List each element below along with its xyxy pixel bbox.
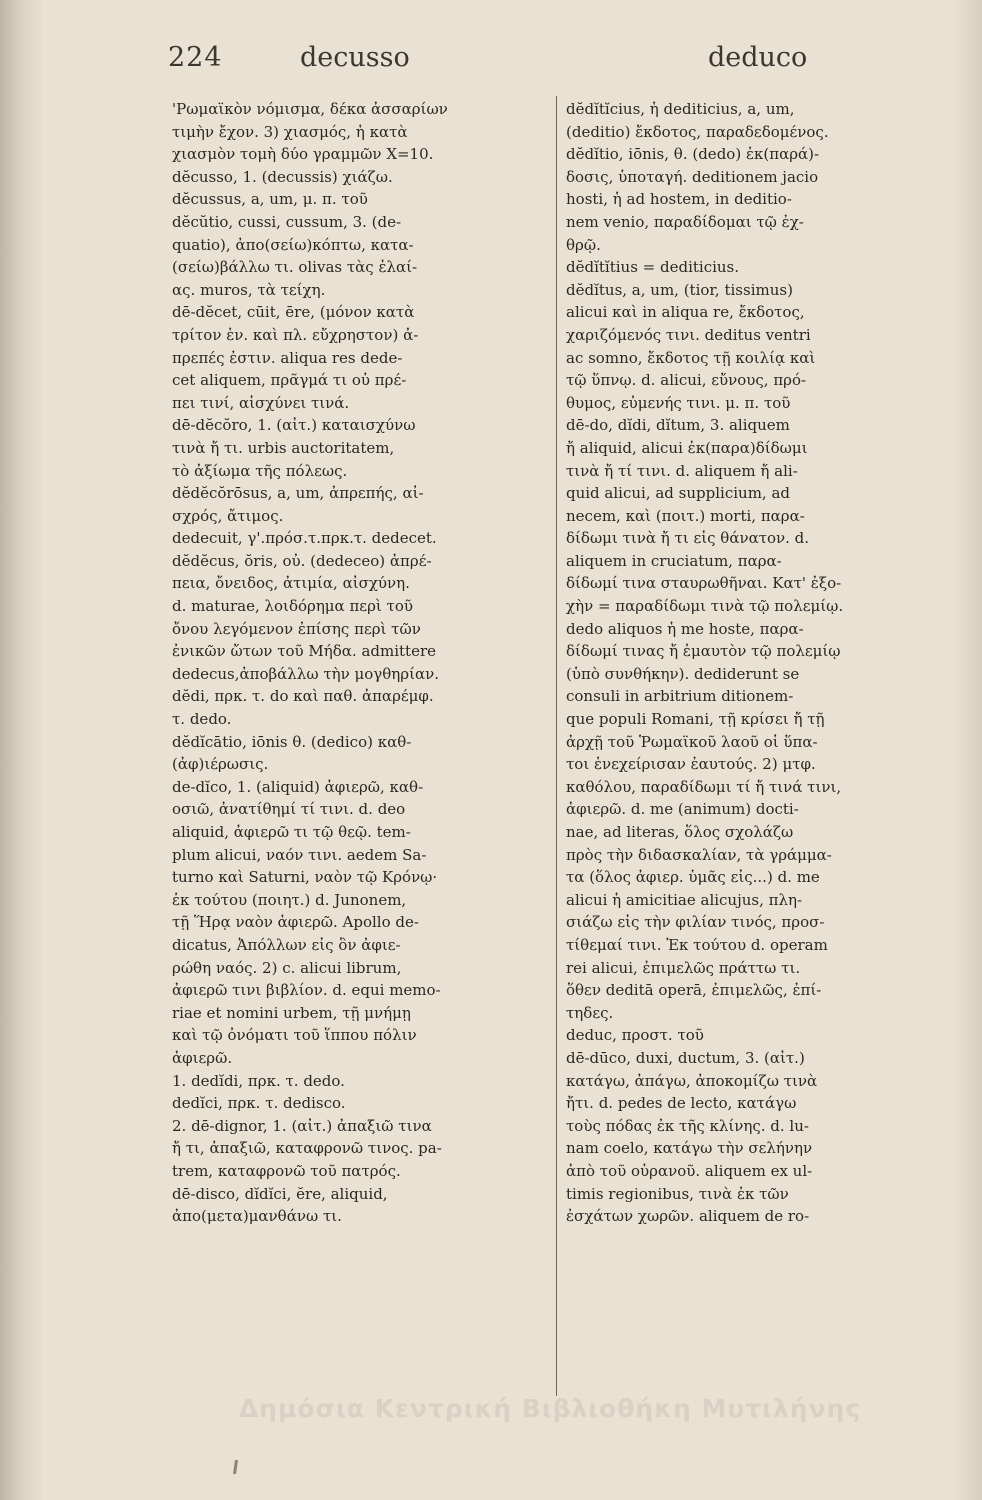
dictionary-line: ἐκ τούτου (ποιητ.) d. Junonem, [172, 890, 407, 909]
dictionary-line: (deditio) ἔκδοτος, παραδεδομένος. [566, 122, 829, 141]
dictionary-line: dē-do, dĭdi, dĭtum, 3. aliquem [566, 416, 790, 435]
dictionary-line: dĕdĭtĭcius, ἡ dediticius, a, um, [566, 100, 795, 118]
dictionary-line: dĕdĕcŏrōsus, a, um, ἀπρεπής, αἰ- [172, 484, 424, 503]
dictionary-line: τιμὴν ἔχον. 3) χιασμός, ἡ κατὰ [172, 122, 408, 141]
page-edge-shadow [952, 0, 982, 1500]
dictionary-line: aliquem in cruciatum, παρα- [566, 551, 782, 570]
ink-mark [233, 1460, 238, 1474]
dictionary-line: τηδες. [566, 1003, 614, 1022]
dictionary-line: dĕdĭcātio, iōnis θ. (dedico) καθ- [172, 732, 412, 751]
dictionary-line: quatio), ἀπο(σείω)κόπτω, κατα- [172, 235, 414, 254]
dictionary-line: ἤ aliquid, alicui ἐκ(παρα)δίδωμι [566, 438, 808, 457]
dictionary-line: πρὸς τὴν διδασκαλίαν, τὰ γράμμα- [566, 845, 832, 864]
dictionary-line: alicui ἡ amicitiae alicujus, πλη- [566, 890, 803, 909]
dictionary-line: plum alicui, ναόν τινι. aedem Sa- [172, 845, 427, 864]
dictionary-line: 1. dedĭdi, πρκ. τ. dedo. [172, 1071, 345, 1090]
dictionary-line: ἀπὸ τοῦ οὐρανοῦ. aliquem ex ul- [566, 1161, 813, 1180]
dictionary-line: hosti, ἡ ad hostem, in deditio- [566, 190, 792, 209]
dictionary-line: dedo aliquos ἡ me hoste, παρα- [566, 619, 804, 638]
dictionary-line: ἐνικῶν ὤτων τοῦ Μήδα. admittere [172, 642, 436, 661]
dictionary-line: τοι ἐνεχείρισαν ἑαυτούς. 2) μτφ. [566, 755, 816, 774]
dictionary-line: cet aliquem, πρᾶγμά τι οὐ πρέ- [172, 371, 407, 390]
dictionary-line: οσιῶ, ἀνατίθημί τί τινι. d. deo [172, 800, 406, 819]
dictionary-line: 2. dē-dignor, 1. (αἰτ.) ἀπαξιῶ τινα [172, 1116, 432, 1135]
library-watermark: Δημόσια Κεντρική Βιβλιοθήκη Μυτιλήνης [238, 1394, 862, 1423]
dictionary-line: δοσις, ὑποταγή. deditionem jacio [566, 167, 819, 186]
page-gutter-shadow [0, 0, 44, 1500]
dictionary-line: τίθεμαί τινι. Ἐκ τούτου d. operam [566, 935, 828, 954]
dictionary-line: nem venio, παραδίδομαι τῷ ἐχ- [566, 212, 804, 231]
dictionary-line: nae, ad literas, ὅλος σχολάζω [566, 823, 794, 841]
dictionary-line: timis regionibus, τινὰ ἐκ τῶν [566, 1184, 789, 1203]
dictionary-line: de-dĭco, 1. (aliquid) ἀφιερῶ, καθ- [172, 777, 424, 796]
dictionary-line: 'Ρωμαϊκὸν νόμισμα, δέκα ἀσσαρίων [172, 100, 448, 118]
dictionary-line: dē-disco, dĭdĭci, ĕre, aliquid, [172, 1184, 388, 1203]
dictionary-line: dedĭci, πρκ. τ. dedisco. [172, 1094, 346, 1113]
left-running-headword: decusso [300, 42, 410, 73]
dictionary-line: χὴν = παραδίδωμι τινὰ τῷ πολεμίῳ. [566, 597, 844, 616]
dictionary-line: τρίτον ἑν. καὶ πλ. εὔχρηστον) ἀ- [172, 325, 419, 344]
dictionary-line: quid alicui, ad supplicium, ad [566, 484, 790, 503]
left-column [172, 98, 548, 1383]
dictionary-line: ἀρχῇ τοῦ Ῥωμαϊκοῦ λαοῦ οἱ ὕπα- [566, 732, 818, 751]
dictionary-line: turno καὶ Saturni, ναὸν τῷ Κρόνῳ· [172, 868, 438, 887]
dictionary-line: dĕcusso, 1. (decussis) χιάζω. [172, 167, 393, 186]
dictionary-line: dĕcussus, a, um, μ. π. τοῦ [172, 190, 368, 209]
dictionary-line: dē-dĕcŏro, 1. (αἰτ.) καταισχύνω [172, 416, 416, 435]
dictionary-line: τ. dedo. [172, 710, 232, 729]
dictionary-line: τοὺς πόδας ἐκ τῆς κλίνης. d. lu- [566, 1116, 809, 1135]
dictionary-line: τῷ ὕπνῳ. d. alicui, εὔνους, πρό- [566, 371, 807, 390]
dictionary-line: δίδωμί τινα σταυρωθῆναι. Κατ' ἐξο- [566, 574, 842, 593]
dictionary-line: πρεπές ἐστιν. aliqua res dede- [172, 348, 403, 367]
column-divider [556, 96, 557, 1396]
dictionary-line: que populi Romani, τῇ κρίσει ἤ τῇ [566, 710, 825, 729]
dictionary-line: (ἀφ)ιέρωσις. [172, 755, 269, 774]
dictionary-line: ἀπο(μετα)μανθάνω τι. [172, 1207, 342, 1226]
dictionary-line: dĕdi, πρκ. τ. do καὶ παθ. ἀπαρέμφ. [172, 687, 434, 706]
dictionary-line: τὸ ἀξίωμα τῆς πόλεως. [172, 461, 348, 480]
dictionary-line: πεια, ὄνειδος, ἀτιμία, αἰσχύνη. [172, 574, 410, 593]
dictionary-line: σιάζω εἰς τὴν φιλίαν τινός, προσ- [566, 913, 825, 932]
dictionary-line: dĕcŭtio, cussi, cussum, 3. (de- [172, 212, 402, 231]
dictionary-line: dĕdĭtio, iōnis, θ. (dedo) ἐκ(παρά)- [566, 145, 820, 164]
dictionary-line: τῇ Ἥρᾳ ναὸν ἀφιερῶ. Apollo de- [172, 913, 419, 932]
dictionary-line: ἐσχάτων χωρῶν. aliquem de ro- [566, 1207, 810, 1226]
dictionary-line: rei alicui, ἐπιμελῶς πράττω τι. [566, 958, 801, 977]
dictionary-line: dedecus,ἀποβάλλω τὴν μογθηρίαν. [172, 664, 439, 683]
dictionary-line: τινὰ ἤ τί τινι. d. aliquem ἤ ali- [566, 461, 798, 480]
dictionary-line: d. maturae, λοιδόρημα περὶ τοῦ [172, 597, 413, 616]
dictionary-line: dĕdĭtus, a, um, (tior, tissimus) [566, 280, 793, 299]
dictionary-line: ὅθεν deditā operā, ἐπιμελῶς, ἐπί- [566, 981, 822, 1000]
dictionary-line: ρώθη ναός. 2) c. alicui librum, [172, 958, 402, 977]
dictionary-line: δίδωμί τινας ἤ ἐμαυτὸν τῷ πολεμίῳ [566, 642, 841, 661]
dictionary-line: χιασμὸν τομὴ δύο γραμμῶν X=10. [172, 145, 434, 164]
dictionary-line: τα (ὅλος ἀφιερ. ὑμᾶς εἰς...) d. me [566, 868, 820, 887]
dictionary-line: τινὰ ἤ τι. urbis auctoritatem, [172, 438, 395, 457]
dictionary-line: aliquid, ἀφιερῶ τι τῷ θεῷ. tem- [172, 823, 411, 841]
dictionary-line: καὶ τῷ ὀνόματι τοῦ ἵππου πόλιν [172, 1026, 417, 1045]
dictionary-line: nam coelo, κατάγω τὴν σελήνην [566, 1139, 813, 1158]
dictionary-line: dē-dūco, duxi, ductum, 3. (αἰτ.) [566, 1048, 805, 1067]
dictionary-line: consuli in arbitrium ditionem- [566, 687, 794, 706]
dictionary-line: dĕdĭtĭtius = dediticius. [566, 258, 740, 277]
dictionary-line: θυμος, εὐμενής τινι. μ. π. τοῦ [566, 393, 791, 412]
dictionary-line: (σείω)βάλλω τι. olivas τὰς ἐλαί- [172, 258, 418, 277]
dictionary-line: ἀφιερῶ τινι βιβλίον. d. equi memo- [172, 981, 441, 1000]
dictionary-line: θρῷ. [566, 235, 601, 254]
dictionary-line: dedecuit, γ'.πρόσ.τ.πρκ.τ. dedecet. [172, 529, 437, 548]
dictionary-line: ὄνου λεγόμενον ἐπίσης περὶ τῶν [172, 619, 421, 638]
dictionary-line: dĕdĕcus, ŏris, οὐ. (dedeceo) ἀπρέ- [172, 551, 432, 570]
dictionary-line: ἀφιερῶ. d. me (animum) docti- [566, 800, 799, 819]
dictionary-line: σχρός, ἄτιμος. [172, 506, 284, 525]
dictionary-line: (ὑπὸ συνθήκην). dediderunt se [566, 664, 800, 683]
dictionary-line: trem, καταφρονῶ τοῦ πατρός. [172, 1161, 401, 1180]
dictionary-line: δίδωμι τινὰ ἤ τι εἰς θάνατον. d. [566, 529, 810, 548]
page-header [160, 42, 808, 82]
dictionary-line: deduc, προστ. τοῦ [566, 1026, 704, 1045]
dictionary-line: χαριζόμενός τινι. deditus ventri [566, 325, 811, 344]
dictionary-line: necem, καὶ (ποιτ.) morti, παρα- [566, 506, 805, 525]
dictionary-line: dicatus, Ἀπόλλων εἰς ὃν ἀφιε- [172, 935, 401, 954]
dictionary-line: riae et nomini urbem, τῇ μνήμῃ [172, 1003, 411, 1022]
dictionary-line: πει τινί, αἰσχύνει τινά. [172, 393, 350, 412]
dictionary-line: καθόλου, παραδίδωμι τί ἤ τινά τινι, [566, 777, 842, 796]
dictionary-line: ἀφιερῶ. [172, 1048, 233, 1067]
right-column [566, 98, 948, 1383]
dictionary-line: dē-dĕcet, cūit, ēre, (μόνον κατὰ [172, 303, 415, 322]
right-running-headword: deduco [708, 42, 808, 73]
dictionary-line: κατάγω, ἀπάγω, ἀποκομίζω τινὰ [566, 1071, 818, 1090]
page-number: 224 [168, 42, 223, 73]
dictionary-line: ας. muros, τὰ τείχη. [172, 280, 326, 299]
dictionary-line: alicui καὶ in aliqua re, ἔκδοτος, [566, 303, 805, 322]
dictionary-line: ac somno, ἔκδοτος τῇ κοιλίᾳ καὶ [566, 348, 816, 367]
dictionary-line: ἤτι. d. pedes de lecto, κατάγω [566, 1094, 797, 1113]
dictionary-line: ἤ τι, ἀπαξιῶ, καταφρονῶ τινος. pa- [172, 1139, 442, 1158]
